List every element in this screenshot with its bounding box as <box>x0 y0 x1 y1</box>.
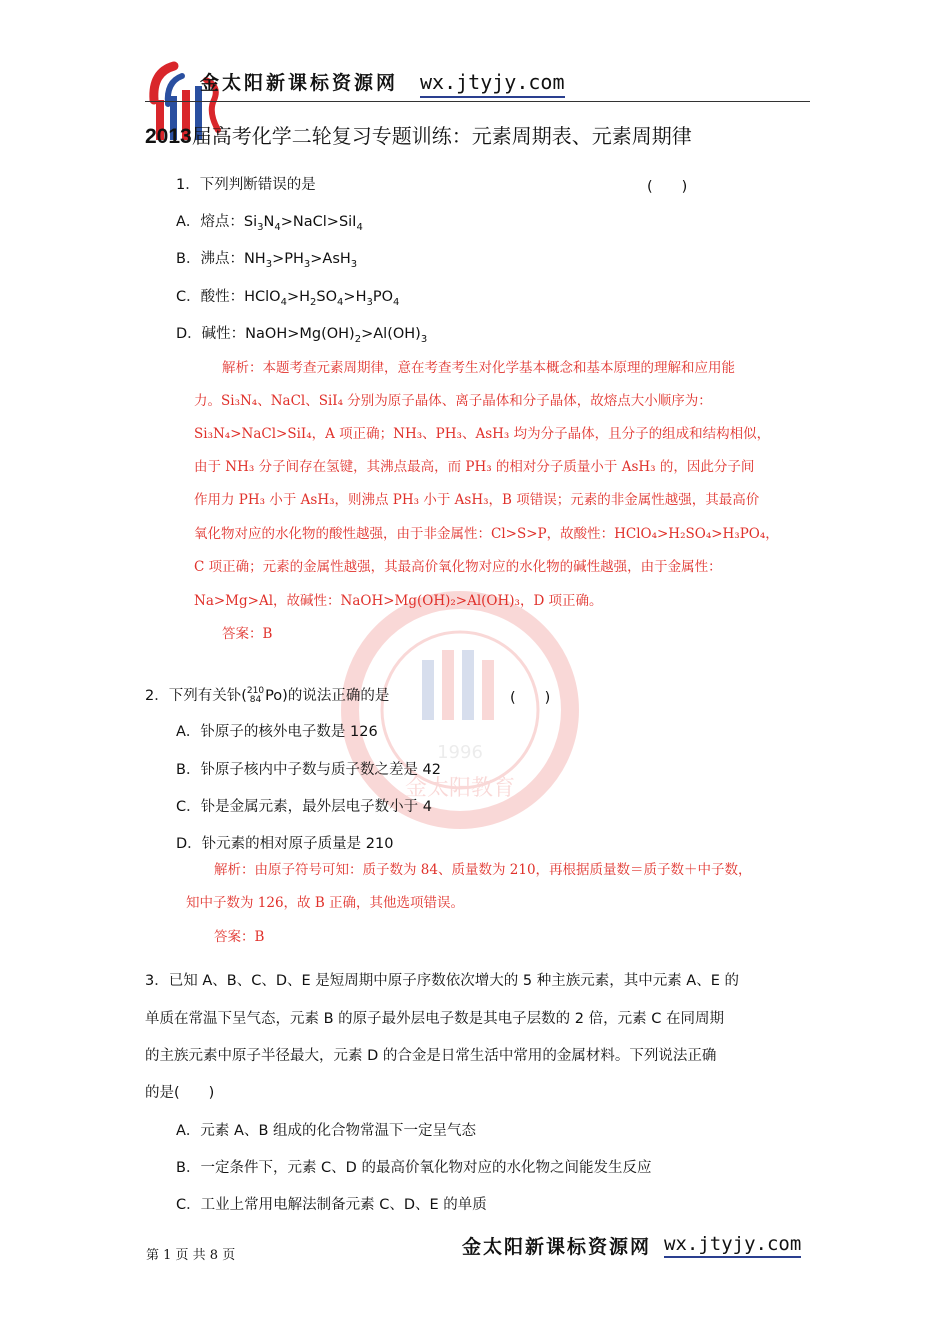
q2-stem-pre: 2．下列有关钋( <box>145 688 247 704</box>
q3-stem-line: 的是( ) <box>145 1085 215 1101</box>
title-text: 届高考化学二轮复习专题训练：元素周期表、元素周期律 <box>191 124 692 148</box>
q1-analysis-line: 解析：本题考查元素周期律，意在考查考生对化学基本概念和基本原理的理解和应用能 <box>222 360 735 376</box>
header-brand: 金太阳新课标资源网 <box>200 72 399 94</box>
q2-atomic-number: 84 <box>249 695 262 705</box>
q1-analysis-line: C 项正确；元素的金属性越强，其最高价氧化物对应的水化物的碱性越强，由于金属性： <box>194 559 722 575</box>
q1-option-c[interactable]: C．酸性：$HClO_4>H_2SO_4>H_3PO_4$ <box>176 289 400 308</box>
q2-answer: 答案：B <box>214 929 265 945</box>
q1-answer-blank: ( ) <box>647 179 688 195</box>
watermark-seal-icon <box>340 590 580 830</box>
q1-analysis-line: 作用力 PH₃ 小于 AsH₃，则沸点 PH₃ 小于 AsH₃，B 项错误；元素的非金属性越强，其最高价 <box>194 492 760 508</box>
q1-answer: 答案：B <box>222 626 273 642</box>
q3-option-a[interactable]: A．元素 A、B 组成的化合物常温下一定呈气态 <box>176 1123 477 1139</box>
q2-stem-post: Po)的说法正确的是 <box>265 688 390 704</box>
q1-stem: 1．下列判断错误的是 <box>176 177 316 193</box>
q2-option-b[interactable]: B．钋原子核内中子数与质子数之差是 42 <box>176 762 442 778</box>
q1-option-a[interactable]: A．熔点：$Si_3N_4>NaCl>SiI_4$ <box>176 214 363 233</box>
q1-analysis-line: 氧化物对应的水化物的酸性越强，由于非金属性：Cl>S>P，故酸性：HClO₄>H₂SO₄>H₃PO₄， <box>194 526 779 542</box>
footer-page-number: 第 1 页 共 8 页 <box>146 1248 236 1263</box>
q1-analysis-line: 力。Si₃N₄、NaCl、SiI₄ 分别为原子晶体、离子晶体和分子晶体，故熔点大小顺序为： <box>194 393 712 409</box>
title-year: 2013 <box>145 125 192 148</box>
q2-stem <box>145 686 389 706</box>
q3-stem-line: 单质在常温下呈气态，元素 B 的原子最外层电子数是其电子层数的 2 倍，元素 C 在同周期 <box>145 1011 724 1027</box>
q2-option-d[interactable]: D．钋元素的相对原子质量是 210 <box>176 836 394 852</box>
footer-url-link[interactable]: wx.jtyjy.com <box>664 1233 801 1258</box>
q1-analysis-line: 由于 NH₃ 分子间存在氢键，其沸点最高，而 PH₃ 的相对分子质量小于 AsH₃ 的，因此分子间 <box>194 459 755 475</box>
q2-option-c[interactable]: C．钋是金属元素，最外层电子数小于 4 <box>176 799 432 815</box>
q2-mass-number: 210 <box>246 686 265 696</box>
page-title <box>145 120 692 149</box>
footer-brand: 金太阳新课标资源网 <box>462 1236 652 1258</box>
header-url-link[interactable]: wx.jtyjy.com <box>420 70 565 98</box>
q1-option-d-label: D．碱性： <box>176 326 246 342</box>
q3-stem-line: 3．已知 A、B、C、D、E 是短周期中原子序数依次增大的 5 种主族元素，其中元素 A、E 的 <box>145 973 740 989</box>
q1-option-b-label: B．沸点： <box>176 251 244 267</box>
q1-option-b[interactable]: B．沸点：$NH_3>PH_3>AsH_3$ <box>176 251 358 270</box>
q1-option-c-label: C．酸性： <box>176 289 245 305</box>
watermark-text: 金太阳教育 <box>404 776 516 801</box>
q3-stem-line: 的主族元素中原子半径最大，元素 D 的合金是日常生活中常用的金属材料。下列说法正确 <box>145 1048 717 1064</box>
q3-option-c[interactable]: C．工业上常用电解法制备元素 C、D、E 的单质 <box>176 1197 487 1213</box>
q2-analysis-line: 知中子数为 126，故 B 正确，其他选项错误。 <box>186 895 465 911</box>
q1-option-a-label: A．熔点： <box>176 214 244 230</box>
q2-analysis-line: 解析：由原子符号可知：质子数为 84、质量数为 210，再根据质量数＝质子数＋中子数， <box>214 862 752 878</box>
q1-analysis-line: Na>Mg>Al，故碱性：NaOH>Mg(OH)₂>Al(OH)₃，D 项正确。 <box>194 593 603 609</box>
watermark-year: 1996 <box>437 742 483 763</box>
q1-option-d[interactable]: D．碱性：$NaOH>Mg(OH)_2>Al(OH)_3$ <box>176 326 428 345</box>
q2-isotope-notation <box>247 687 264 705</box>
q2-answer-blank: ( ) <box>510 690 551 706</box>
q1-analysis-line: Si₃N₄>NaCl>SiI₄，A 项正确；NH₃、PH₃、AsH₃ 均为分子晶体，且分子的组成和结构相似， <box>194 426 771 442</box>
q3-option-b[interactable]: B．一定条件下，元素 C、D 的最高价氧化物对应的水化物之间能发生反应 <box>176 1160 652 1176</box>
q2-option-a[interactable]: A．钋原子的核外电子数是 126 <box>176 724 378 740</box>
header-divider <box>145 101 810 102</box>
